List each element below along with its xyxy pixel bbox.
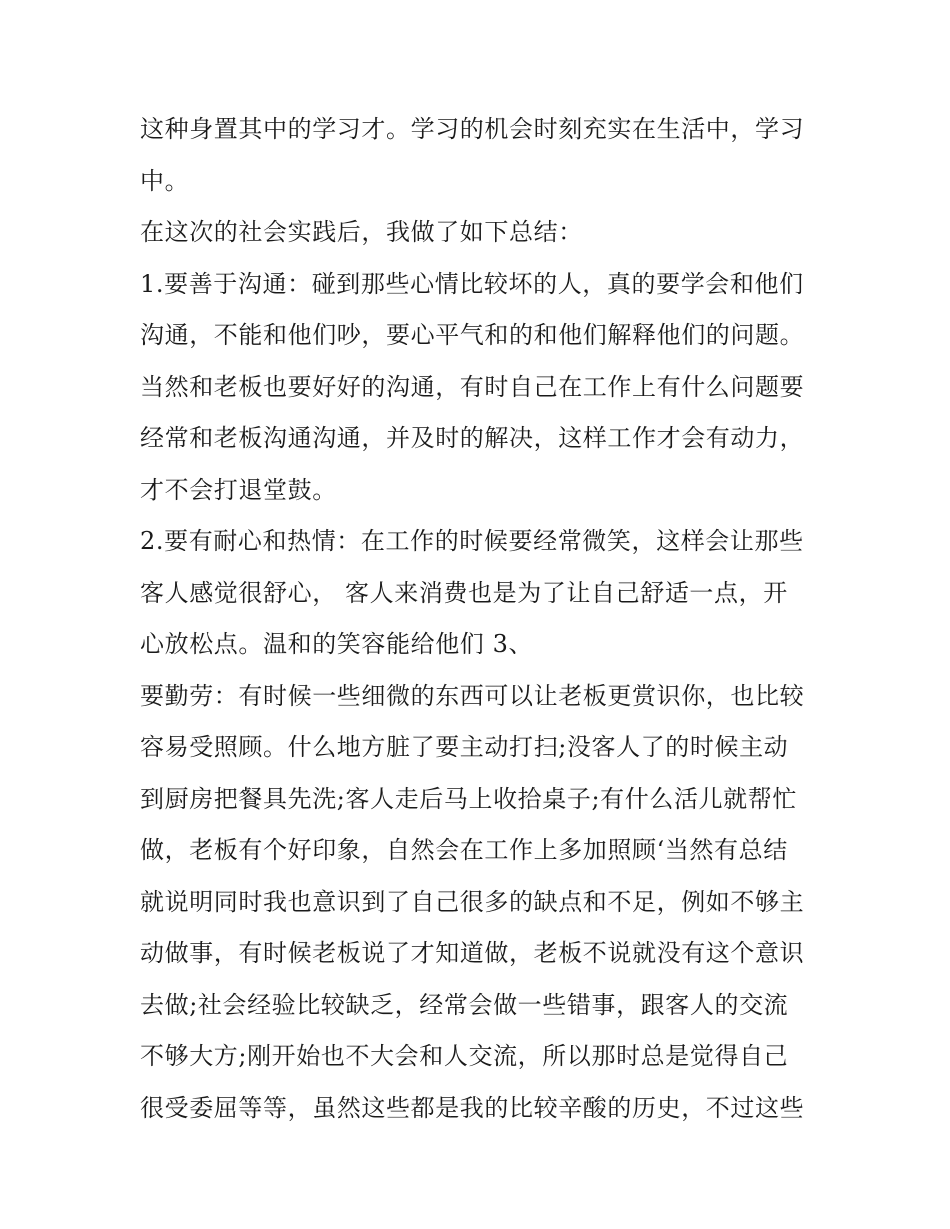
- text-line: 1.要善于沟通：碰到那些心情比较坏的人，真的要学会和他们: [140, 269, 804, 298]
- text-line: 要勤劳：有时候一些细微的东西可以让老板更赏识你，也比较: [140, 681, 805, 710]
- text-line: 不够大方;刚开始也不大会和人交流，所以那时总是觉得自己: [140, 1042, 789, 1070]
- text-line: 很受委屈等等，虽然这些都是我的比较辛酸的历史，不过这些: [140, 1093, 805, 1122]
- text-line: 做，老板有个好印象，自然会在工作上多加照顾‘当然有总结: [140, 836, 788, 864]
- text-line: 2.要有耐心和热情：在工作的时候要经常微笑，这样会让那些: [140, 527, 804, 555]
- text-line: 到厨房把餐具先洗;客人走后马上收拾桌子;有什么活儿就帮忙: [140, 784, 797, 813]
- text-line: 去做;社会经验比较缺乏，经常会做一些错事，跟客人的交流: [140, 990, 789, 1019]
- text-line: 容易受照顾。什么地方脏了要主动打扫;没客人了的时候主动: [140, 733, 789, 761]
- text-line: 在这次的社会实践后，我做了如下总结：: [140, 218, 583, 246]
- text-line: 当然和老板也要好好的沟通，有时自己在工作上有什么问题要: [140, 372, 805, 401]
- text-line: 中。: [140, 166, 190, 195]
- text-line: 经常和老板沟通沟通，并及时的解决，这样工作才会有动力，: [140, 424, 805, 452]
- text-line: 沟通，不能和他们吵，要心平气和的和他们解释他们的问题。: [140, 321, 805, 349]
- text-line: 才不会打退堂鼓。: [140, 475, 337, 504]
- text-line: 动做事，有时候老板说了才知道做，老板不说就没有这个意识: [140, 939, 805, 967]
- text-line: 客人感觉很舒心， 客人来消费也是为了让自己舒适一点，开: [140, 578, 788, 607]
- text-line: 这种身置其中的学习才。学习的机会时刻充实在生活中，学习: [140, 115, 805, 143]
- text-line: 就说明同时我也意识到了自己很多的缺点和不足，例如不够主: [140, 887, 805, 916]
- document-body: [140, 107, 820, 1137]
- text-line: 心放松点。温和的笑容能给他们 3、: [140, 630, 534, 658]
